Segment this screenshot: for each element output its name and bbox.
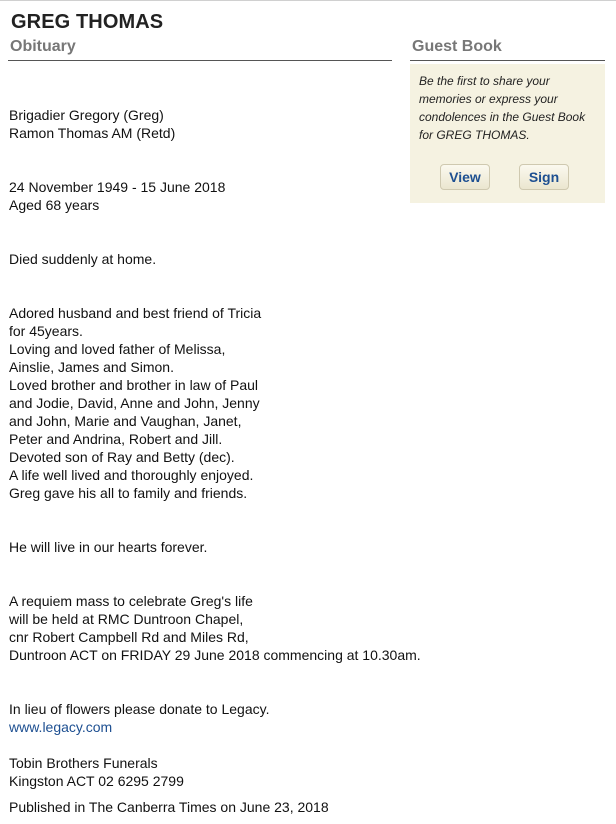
funeral-director-contact: Kingston ACT 02 6295 2799 — [9, 773, 184, 789]
tribute-line: Loving and loved father of Melissa, — [9, 341, 226, 357]
age-line: Aged 68 years — [9, 197, 100, 213]
service-line: A requiem mass to celebrate Greg's life — [9, 593, 253, 609]
guest-book-prompt — [419, 72, 599, 144]
obituary-divider — [8, 60, 392, 61]
forever-line: He will live in our hearts forever. — [9, 539, 208, 555]
tribute-line: for 45years. — [9, 323, 83, 339]
family-tribute — [9, 304, 429, 502]
died-notice: Died suddenly at home. — [9, 251, 157, 267]
funeral-director-name: Tobin Brothers Funerals — [9, 755, 158, 771]
funeral-director — [9, 754, 429, 790]
life-dates — [9, 178, 429, 214]
guest-book-divider — [410, 60, 605, 61]
tribute-line: Peter and Andrina, Robert and Jill. — [9, 431, 223, 447]
tribute-line: Ainslie, James and Simon. — [9, 359, 174, 375]
service-details — [9, 592, 429, 664]
deceased-name-line: Ramon Thomas AM (Retd) — [9, 125, 176, 141]
service-line: will be held at RMC Duntroon Chapel, — [9, 611, 244, 627]
life-dates-line: 24 November 1949 - 15 June 2018 — [9, 179, 226, 195]
tribute-line: Loved brother and brother in law of Paul — [9, 377, 259, 393]
guest-book-panel — [410, 64, 605, 203]
published-note: Published in The Canberra Times on June 23, 2018 — [9, 799, 329, 815]
tribute-line: Greg gave his all to family and friends. — [9, 485, 248, 501]
obituary-body — [9, 106, 429, 816]
guest-book-prompt-line: Be the first to share your — [419, 74, 550, 88]
obituary-heading: Obituary — [10, 38, 76, 55]
service-line: cnr Robert Campbell Rd and Miles Rd, — [9, 629, 249, 645]
service-line: Duntroon ACT on FRIDAY 29 June 2018 commencing at 10.30am. — [9, 647, 421, 663]
sign-guest-book-button[interactable]: Sign — [519, 164, 569, 190]
guest-book-prompt-line: memories or express your — [419, 92, 558, 106]
tribute-line: and Jodie, David, Anne and John, Jenny — [9, 395, 260, 411]
tribute-line: and John, Marie and Vaughan, Janet, — [9, 413, 242, 429]
legacy-link[interactable]: www.legacy.com — [9, 719, 113, 735]
deceased-name-line: Brigadier Gregory (Greg) — [9, 107, 164, 123]
view-guest-book-button[interactable]: View — [440, 164, 490, 190]
tribute-line: Adored husband and best friend of Tricia — [9, 305, 262, 321]
guest-book-heading: Guest Book — [412, 38, 502, 55]
donation-line: In lieu of flowers please donate to Legacy. — [9, 701, 270, 717]
tribute-line: A life well lived and thoroughly enjoyed. — [9, 467, 254, 483]
tribute-line: Devoted son of Ray and Betty (dec). — [9, 449, 235, 465]
guest-book-prompt-line: condolences in the Guest Book — [419, 110, 586, 124]
page-title: GREG THOMAS — [11, 11, 164, 33]
donation-notice — [9, 700, 429, 736]
deceased-name — [9, 106, 429, 142]
guest-book-prompt-line: for GREG THOMAS. — [419, 128, 530, 142]
top-divider — [0, 0, 616, 1]
